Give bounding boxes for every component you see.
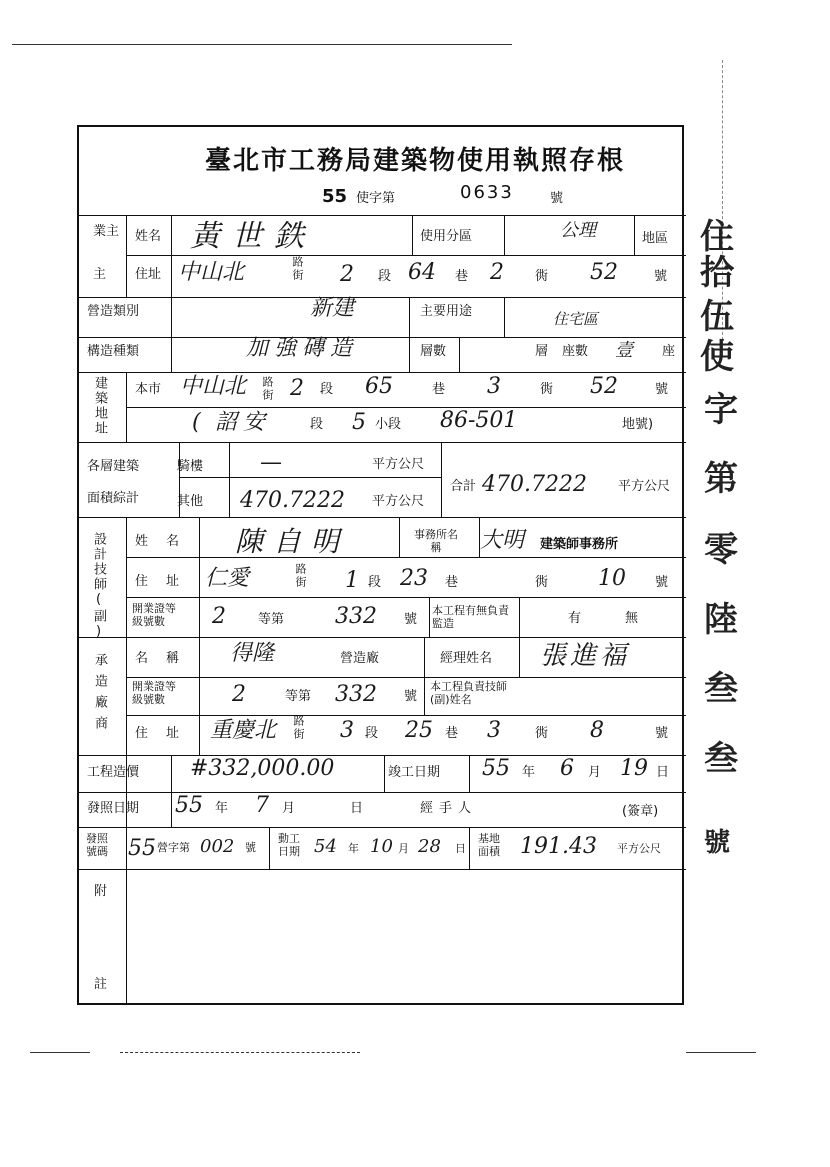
total-unit: 平方公尺	[618, 479, 671, 494]
complete-day-unit: 日	[656, 765, 670, 780]
side-char: 使	[700, 337, 734, 377]
owner-jie-unit: 衖	[535, 269, 549, 284]
contractor-jie-unit: 衖	[535, 726, 549, 741]
total-value: 470.7222	[482, 472, 587, 497]
scan-edge-line	[30, 1052, 90, 1053]
scan-edge-line	[686, 1052, 756, 1053]
contractor-xiang-unit: 巷	[445, 726, 459, 741]
designer-jie-unit: 衖	[535, 575, 549, 590]
build-type-label: 營造類別	[87, 304, 140, 319]
contractor-hao-unit: 號	[655, 726, 669, 741]
seats-unit: 座	[662, 344, 676, 359]
location-xiang: 65	[365, 374, 393, 399]
arcade-value: —	[260, 450, 282, 475]
location-road: 中山北	[180, 374, 247, 399]
structure-label: 構造種類	[87, 344, 140, 359]
other-value: 470.7222	[240, 488, 345, 513]
col-line	[469, 755, 470, 792]
row-line	[127, 557, 686, 558]
row-line	[79, 869, 686, 870]
zone-suffix: 地區	[642, 231, 669, 246]
supervise-value: 有	[568, 611, 582, 626]
zone-label: 使用分區	[420, 229, 473, 244]
side-char: 字	[704, 390, 738, 430]
office-value: 大明	[480, 528, 525, 553]
location-district: 詔安	[215, 410, 272, 435]
col-line	[171, 215, 172, 297]
floors-unit: 層	[535, 344, 549, 359]
col-line	[384, 755, 385, 792]
office-label: 事務所名稱	[414, 528, 458, 555]
owner-name-label: 姓名	[135, 229, 162, 244]
permit-no-suffix: 號	[245, 841, 256, 854]
contractor-tech-label: 本工程負責技師(副)姓名	[430, 680, 507, 707]
row-line	[79, 517, 686, 518]
location-district-unit: 段	[310, 417, 324, 432]
scan-edge-line	[120, 1052, 360, 1053]
supervise-suffix: 無	[625, 611, 639, 626]
owner-road: 中山北	[178, 260, 245, 285]
row-line	[79, 442, 686, 443]
total-label: 合計	[450, 479, 477, 494]
col-line	[504, 215, 505, 255]
other-unit: 平方公尺	[372, 494, 425, 509]
issue-year-unit: 年	[215, 801, 229, 816]
contractor-section-label: 承造廠商	[92, 653, 107, 737]
area-label-1: 各層建築	[87, 459, 140, 474]
start-year-unit: 年	[348, 842, 359, 855]
contractor-road: 重慶北	[210, 718, 277, 743]
arcade-unit: 平方公尺	[372, 457, 425, 472]
complete-month: 6	[560, 756, 574, 781]
complete-month-unit: 月	[588, 765, 602, 780]
start-label: 動工日期	[278, 832, 300, 859]
contractor-duan-unit: 段	[365, 726, 379, 741]
side-char: 叁	[704, 669, 738, 709]
handler-label: 經手人	[420, 801, 478, 816]
owner-addr-label: 住址	[135, 267, 162, 282]
contractor-license-no: 332	[335, 682, 377, 707]
contractor-license-label: 開業證等級號數	[132, 680, 176, 707]
contractor-xiang: 25	[405, 718, 433, 743]
location-road-unit: 路街	[261, 376, 274, 402]
side-char: 住	[700, 217, 734, 257]
designer-road-unit: 路街	[294, 563, 307, 589]
contractor-license-class: 2	[232, 682, 246, 707]
complete-day: 19	[620, 756, 648, 781]
contractor-license-mid: 等第	[285, 689, 312, 704]
side-char: 零	[704, 530, 738, 570]
complete-year-unit: 年	[522, 765, 536, 780]
col-line	[469, 827, 470, 869]
permit-word: 使字第	[356, 191, 396, 206]
designer-license-no: 332	[335, 604, 377, 629]
use-value: 住宅區	[553, 310, 599, 328]
area-label-2: 面積綜計	[87, 491, 140, 506]
sign-label: (簽章)	[622, 804, 659, 819]
location-lot-unit: 地號)	[622, 417, 654, 432]
contractor-jie: 3	[487, 718, 501, 743]
col-line	[409, 297, 410, 372]
owner-jie: 2	[490, 260, 504, 285]
complete-label: 竣工日期	[388, 765, 441, 780]
contractor-hao: 8	[590, 718, 604, 743]
col-line	[126, 517, 127, 869]
location-lot: 86-501	[440, 408, 518, 433]
permit-year: 55	[322, 186, 348, 207]
owner-xiang-unit: 巷	[455, 269, 469, 284]
contractor-duan: 3	[340, 718, 354, 743]
col-line	[199, 517, 200, 755]
col-line	[171, 755, 172, 827]
owner-label-2: 主	[93, 267, 107, 282]
col-line	[634, 215, 635, 255]
side-char: 拾	[700, 253, 734, 293]
base-value: 191.43	[520, 834, 597, 859]
row-line	[79, 372, 686, 373]
designer-license-mid: 等第	[258, 612, 285, 627]
designer-name-label: 姓名	[135, 534, 198, 549]
permit-form	[77, 125, 684, 1005]
issue-day-unit: 日	[350, 801, 364, 816]
location-sub-unit: 小段	[375, 417, 402, 432]
location-duan-unit: 段	[320, 382, 334, 397]
side-char: 叁	[704, 739, 738, 779]
col-line	[459, 337, 460, 372]
col-line	[412, 215, 413, 255]
row-line	[79, 827, 686, 828]
owner-hao: 52	[590, 260, 618, 285]
owner-road-unit: 路街	[291, 256, 304, 282]
location-section-label: 建築地址	[92, 376, 107, 436]
seats-label: 座數	[562, 344, 589, 359]
side-char: 第	[704, 459, 738, 499]
cost-value: #332,000.00	[190, 756, 335, 781]
start-day: 28	[418, 836, 441, 857]
col-line	[269, 827, 270, 869]
location-sub: 5	[352, 410, 366, 435]
designer-hao-unit: 號	[655, 575, 669, 590]
row-line	[127, 677, 686, 678]
contractor-road-unit: 路街	[292, 715, 305, 741]
structure-value: 加強磚造	[246, 336, 359, 361]
col-line	[126, 372, 127, 442]
location-jie: 3	[487, 374, 501, 399]
remarks-label-bottom: 註	[94, 977, 108, 992]
other-label: 其他	[177, 494, 204, 509]
side-char: 陸	[704, 600, 738, 640]
designer-hao: 10	[598, 566, 626, 591]
side-char: 號	[704, 828, 731, 858]
permit-suffix: 號	[550, 191, 564, 206]
owner-xiang: 64	[408, 260, 436, 285]
form-title: 臺北市工務局建築物使用執照存根	[204, 146, 625, 176]
permit-no-number: 002	[200, 836, 235, 857]
col-line	[171, 297, 172, 372]
remarks-label-top: 附	[94, 884, 108, 899]
floors-label: 層數	[420, 344, 447, 359]
location-xiang-unit: 巷	[432, 382, 446, 397]
supervise-label: 本工程有無負責監造	[432, 604, 509, 631]
cost-label: 工程造價	[87, 765, 140, 780]
owner-name: 黃世鉄	[190, 219, 316, 254]
row-line	[127, 407, 686, 408]
scan-edge-line	[12, 44, 512, 45]
contractor-addr-label: 住址	[135, 726, 198, 741]
location-duan: 2	[290, 376, 304, 401]
col-line	[399, 517, 400, 557]
permit-no-label: 發照號碼	[86, 832, 108, 859]
base-unit: 平方公尺	[617, 842, 661, 855]
row-line	[79, 637, 686, 638]
col-line	[429, 597, 430, 637]
contractor-license-suffix: 號	[404, 689, 418, 704]
col-line	[504, 297, 505, 337]
owner-duan: 2	[340, 262, 354, 287]
col-line	[229, 442, 230, 517]
location-paren: (	[192, 410, 201, 435]
start-month-unit: 月	[398, 842, 409, 855]
location-hao: 52	[590, 374, 618, 399]
build-type-value: 新建	[310, 296, 355, 321]
base-label: 基地面積	[478, 832, 500, 859]
designer-name: 陳自明	[235, 525, 350, 558]
designer-license-class: 2	[212, 604, 226, 629]
contractor-name-label: 名稱	[135, 651, 198, 666]
designer-duan: 1	[345, 568, 359, 593]
start-month: 10	[370, 836, 393, 857]
row-line	[127, 597, 686, 598]
col-line	[424, 637, 425, 715]
manager-label: 經理姓名	[440, 651, 493, 666]
start-year: 54	[314, 836, 337, 857]
contractor-name: 得隆	[230, 641, 275, 666]
office-suffix: 建築師事務所	[540, 537, 619, 552]
col-line	[519, 637, 520, 677]
designer-license-label: 開業證等級號數	[132, 602, 176, 629]
col-line	[126, 869, 127, 1005]
contractor-name-suffix: 營造廠	[340, 651, 380, 666]
row-line	[127, 255, 686, 256]
use-label: 主要用途	[420, 304, 473, 319]
owner-hao-unit: 號	[654, 269, 668, 284]
permit-number: 0633	[460, 182, 514, 203]
issue-month: 7	[255, 793, 269, 818]
row-line	[179, 477, 441, 478]
col-line	[441, 442, 442, 517]
issue-label: 發照日期	[87, 801, 140, 816]
col-line	[519, 597, 520, 637]
designer-xiang: 23	[400, 566, 428, 591]
issue-month-unit: 月	[282, 801, 296, 816]
designer-license-suffix: 號	[404, 612, 418, 627]
zone-value: 公理	[560, 220, 596, 241]
designer-duan-unit: 段	[368, 575, 382, 590]
designer-addr-label: 住址	[135, 574, 198, 589]
complete-year: 55	[482, 756, 510, 781]
location-city: 本市	[135, 382, 162, 397]
designer-section-label: 設計技師(副)	[91, 532, 106, 641]
start-day-unit: 日	[455, 842, 466, 855]
row-line	[127, 715, 686, 716]
side-char: 伍	[700, 297, 734, 337]
issue-year: 55	[175, 793, 203, 818]
owner-duan-unit: 段	[378, 269, 392, 284]
location-hao-unit: 號	[655, 382, 669, 397]
designer-road: 仁愛	[205, 566, 250, 591]
location-jie-unit: 衖	[540, 382, 554, 397]
manager-value: 張進福	[540, 641, 631, 671]
seats-value: 壹	[615, 340, 633, 361]
owner-label-1: 業主	[93, 224, 120, 239]
permit-no-word: 營字第	[157, 841, 190, 854]
designer-xiang-unit: 巷	[445, 575, 459, 590]
permit-no-year: 55	[128, 836, 156, 861]
col-line	[126, 215, 127, 297]
arcade-label: 騎樓	[177, 459, 204, 474]
